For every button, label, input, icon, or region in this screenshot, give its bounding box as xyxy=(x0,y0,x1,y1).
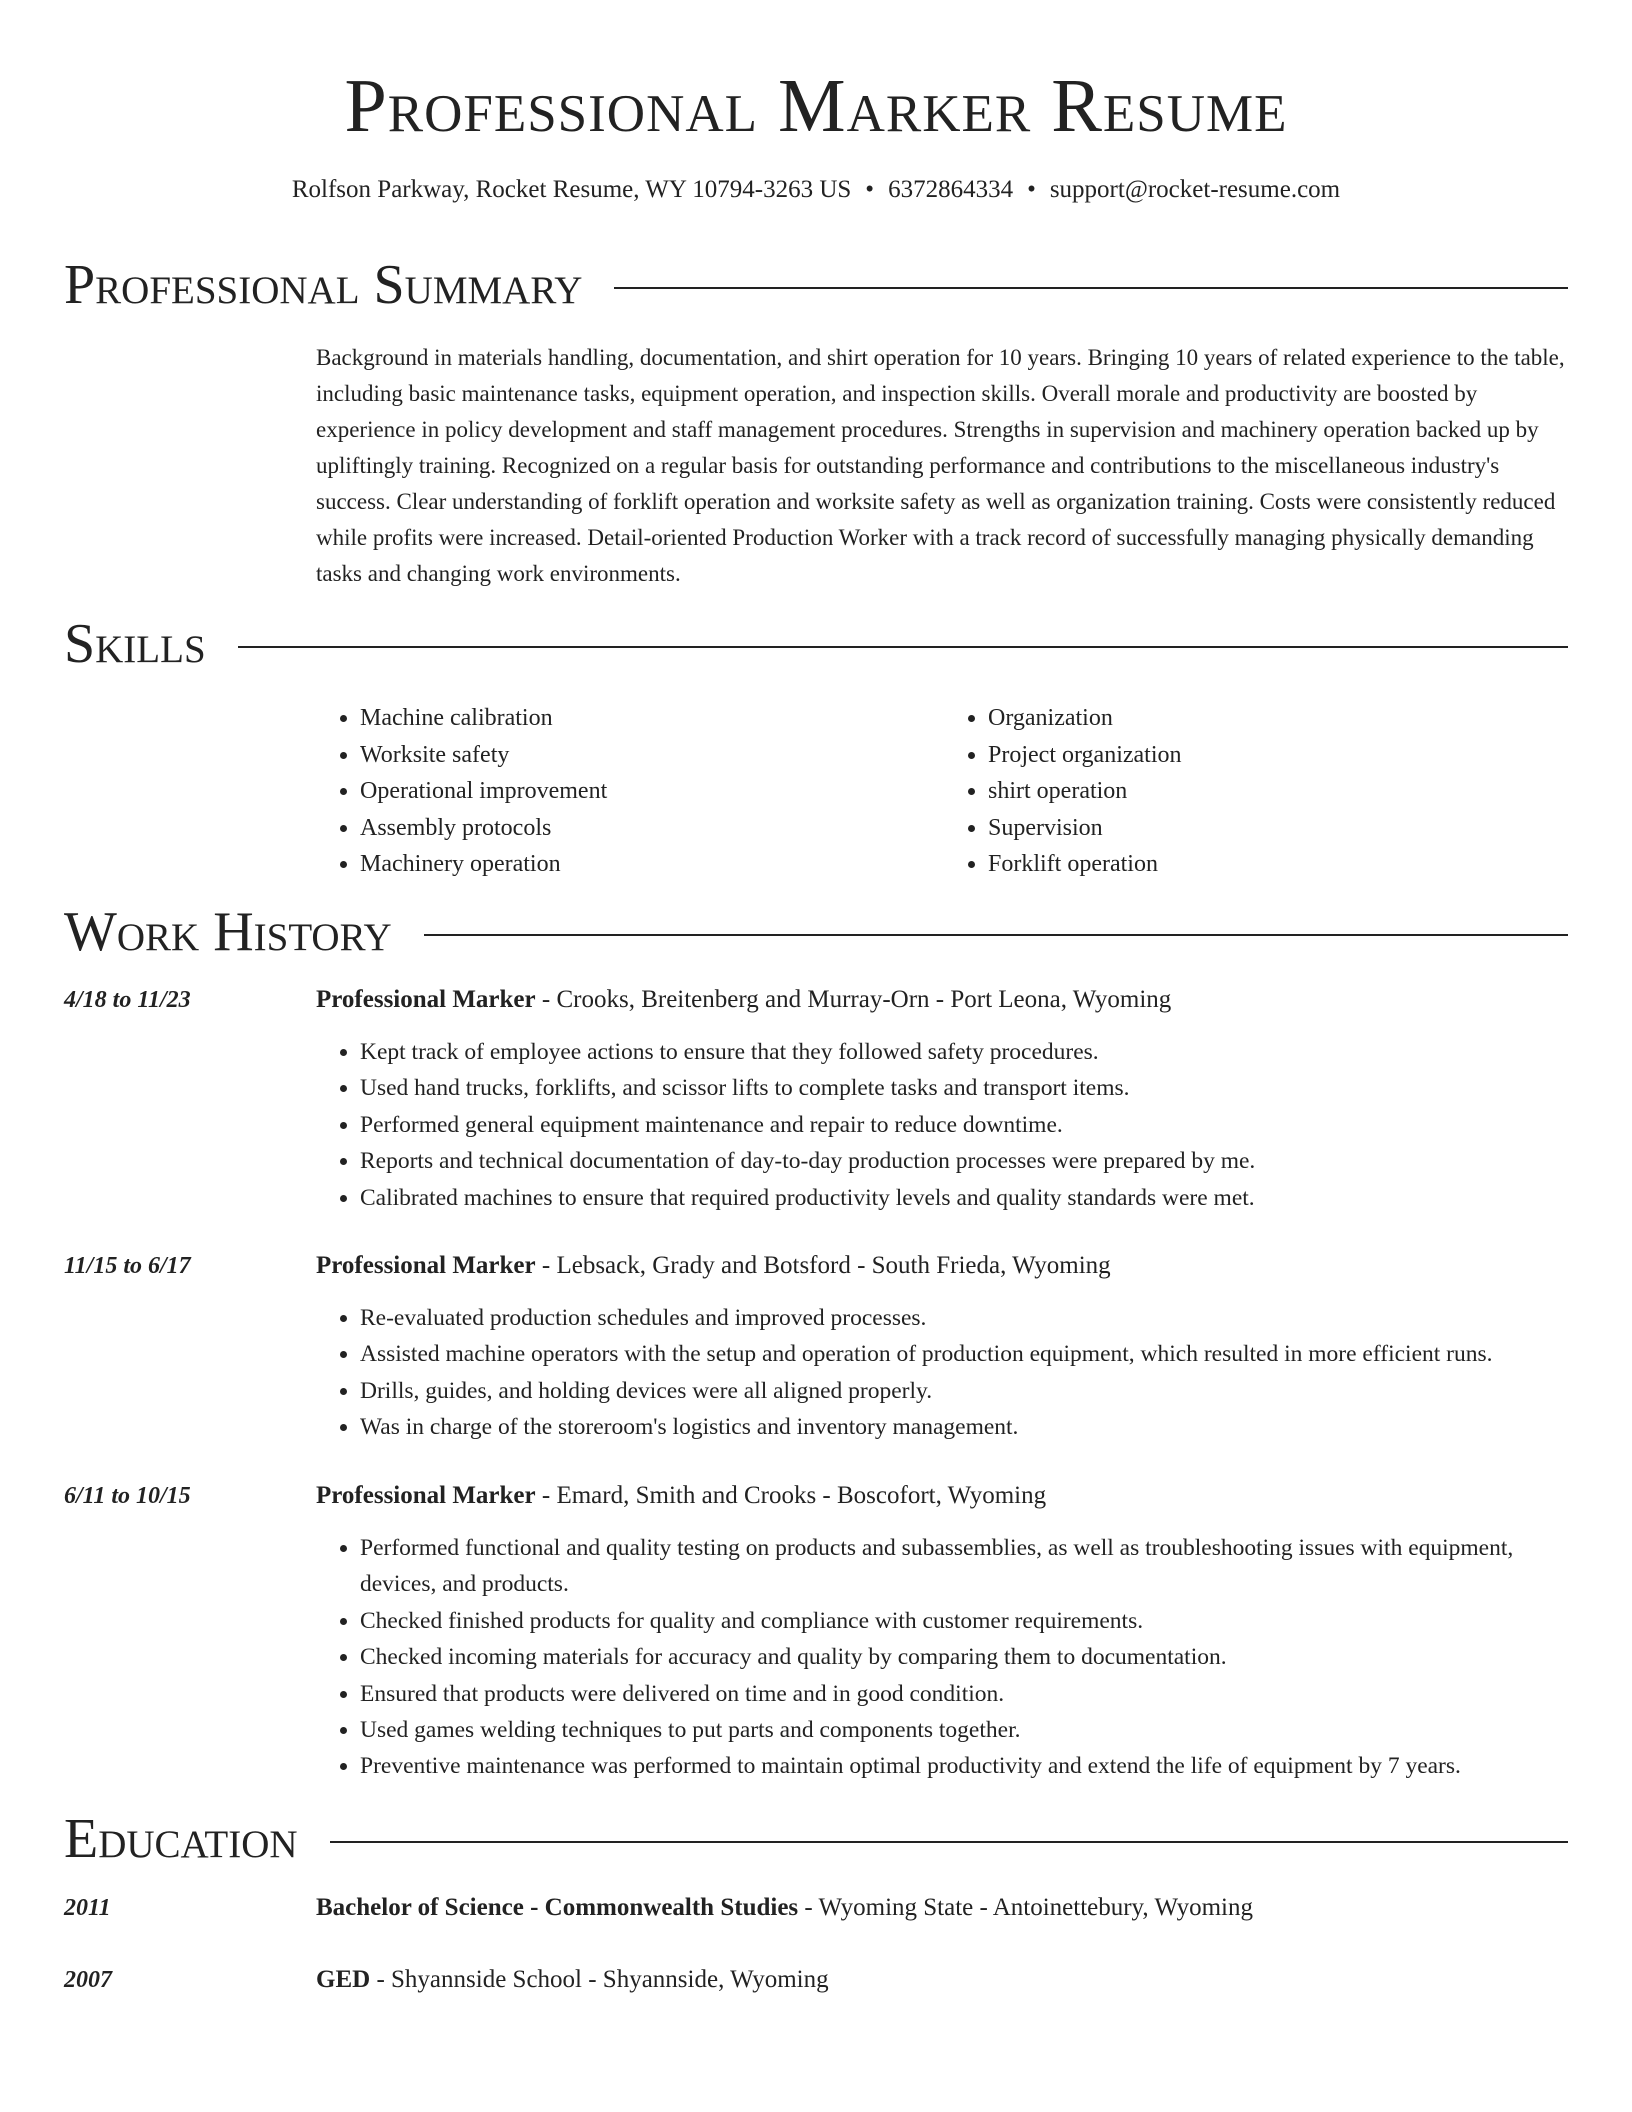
job-bullet: • Calibrated machines to ensure that required productivity levels and quality standards were met. xyxy=(360,1180,1576,1216)
job-bullets xyxy=(316,1034,1576,1216)
job-bullet: • Assisted machine operators with the setup and operation of production equipment, which resulted in more efficient runs. xyxy=(360,1336,1576,1372)
skills-list xyxy=(316,700,1572,883)
job-heading xyxy=(316,1478,1046,1514)
skill-item: • Machinery operation xyxy=(360,846,944,883)
job-bullet: • Used hand trucks, forklifts, and scissor lifts to complete tasks and transport items. xyxy=(360,1070,1576,1106)
education-entry xyxy=(316,1962,829,1998)
education-year: 2011 xyxy=(64,1895,111,1921)
job-bullet: • Ensured that products were delivered on time and in good condition. xyxy=(360,1676,1576,1712)
section-title-work-history: Work History xyxy=(64,901,392,963)
section-divider xyxy=(238,646,1568,648)
job-bullet: • Used games welding techniques to put parts and components together. xyxy=(360,1712,1576,1748)
job-bullets xyxy=(316,1530,1576,1785)
education-school: - Wyoming State - Antoinettebury, Wyoming xyxy=(798,1894,1253,1921)
job-bullet: • Performed general equipment maintenance and repair to reduce downtime. xyxy=(360,1107,1576,1143)
job-heading xyxy=(316,1248,1111,1284)
section-header-work-history xyxy=(64,900,1568,964)
skill-item: • shirt operation xyxy=(988,773,1572,810)
contact-separator: • xyxy=(865,176,875,203)
skill-item: • Forklift operation xyxy=(988,846,1572,883)
skills-column-right xyxy=(944,700,1572,883)
resume-title: Professional Marker Resume xyxy=(344,64,1288,148)
education-degree: GED xyxy=(316,1966,371,1993)
job-dates: 11/15 to 6/17 xyxy=(64,1253,191,1279)
summary-text: Background in materials handling, documentation, and shirt operation for 10 years. Bringing 10 years of related experience to the table, including basic maintenance tasks, equipment operation, and inspection skills. Overall morale and productivity are boosted by experience in policy development and staff management procedures. Strengths in supervision and machinery operation backed up by upliftingly training. Recognized on a regular basis for outstanding performance and contributions to the miscellaneous industry's success. Clear understanding of forklift operation and worksite safety as well as organization training. Costs were consistently reduced while profits were increased. Detail-oriented Production Worker with a track record of successfully managing physically demanding tasks and changing work environments. xyxy=(316,345,1565,586)
job-employer-location: - Lebsack, Grady and Botsford - South Frieda, Wyoming xyxy=(535,1252,1111,1279)
education-entry xyxy=(316,1890,1253,1926)
job-bullets xyxy=(316,1300,1576,1446)
job-heading xyxy=(316,982,1171,1018)
job-employer-location: - Crooks, Breitenberg and Murray-Orn - Port Leona, Wyoming xyxy=(535,986,1172,1013)
job-bullet: • Reports and technical documentation of day-to-day production processes were prepared by me. xyxy=(360,1143,1576,1179)
education-school: - Shyannside School - Shyannside, Wyoming xyxy=(370,1966,829,1993)
job-bullet: • Preventive maintenance was performed to maintain optimal productivity and extend the life of equipment by 7 years. xyxy=(360,1748,1576,1784)
section-divider xyxy=(614,287,1568,289)
job-bullet: • Checked finished products for quality and compliance with customer requirements. xyxy=(360,1603,1576,1639)
skill-item: • Assembly protocols xyxy=(360,810,944,847)
skill-item: • Organization xyxy=(988,700,1572,737)
contact-email: support@rocket-resume.com xyxy=(1049,176,1341,203)
education-degree: Bachelor of Science - Commonwealth Studies xyxy=(316,1894,799,1921)
section-header-education xyxy=(64,1807,1568,1871)
job-bullet: • Drills, guides, and holding devices were all aligned properly. xyxy=(360,1373,1576,1409)
section-title-education: Education xyxy=(64,1808,298,1870)
section-header-summary xyxy=(64,253,1568,317)
job-title: Professional Marker xyxy=(316,1252,536,1279)
job-employer-location: - Emard, Smith and Crooks - Boscofort, Wyoming xyxy=(535,1482,1047,1509)
section-title-skills: Skills xyxy=(64,613,206,675)
job-title: Professional Marker xyxy=(316,1482,536,1509)
job-bullet: • Re-evaluated production schedules and improved processes. xyxy=(360,1300,1576,1336)
section-header-skills xyxy=(64,612,1568,676)
job-bullet: • Checked incoming materials for accuracy and quality by comparing them to documentation. xyxy=(360,1639,1576,1675)
job-dates: 6/11 to 10/15 xyxy=(64,1483,191,1509)
skills-column-left xyxy=(316,700,944,883)
job-title: Professional Marker xyxy=(316,986,536,1013)
contact-address: Rolfson Parkway, Rocket Resume, WY 10794-3263 US xyxy=(291,176,852,203)
skill-item: • Worksite safety xyxy=(360,737,944,774)
section-title-summary: Professional Summary xyxy=(64,254,583,316)
skill-item: • Operational improvement xyxy=(360,773,944,810)
job-bullet: • Performed functional and quality testing on products and subassemblies, as well as troubleshooting issues with equipment, devices, and products. xyxy=(360,1530,1576,1603)
contact-separator: • xyxy=(1027,176,1036,203)
job-bullet: • Was in charge of the storeroom's logistics and inventory management. xyxy=(360,1409,1576,1445)
job-dates: 4/18 to 11/23 xyxy=(64,987,191,1013)
job-bullet: • Kept track of employee actions to ensure that they followed safety procedures. xyxy=(360,1034,1576,1070)
skill-item: • Supervision xyxy=(988,810,1572,847)
contact-line xyxy=(0,172,1632,208)
contact-phone: 6372864334 xyxy=(888,176,1014,203)
section-divider xyxy=(330,1841,1568,1843)
section-divider xyxy=(424,934,1568,936)
education-year: 2007 xyxy=(64,1967,112,1993)
skill-item: • Project organization xyxy=(988,737,1572,774)
skill-item: • Machine calibration xyxy=(360,700,944,737)
